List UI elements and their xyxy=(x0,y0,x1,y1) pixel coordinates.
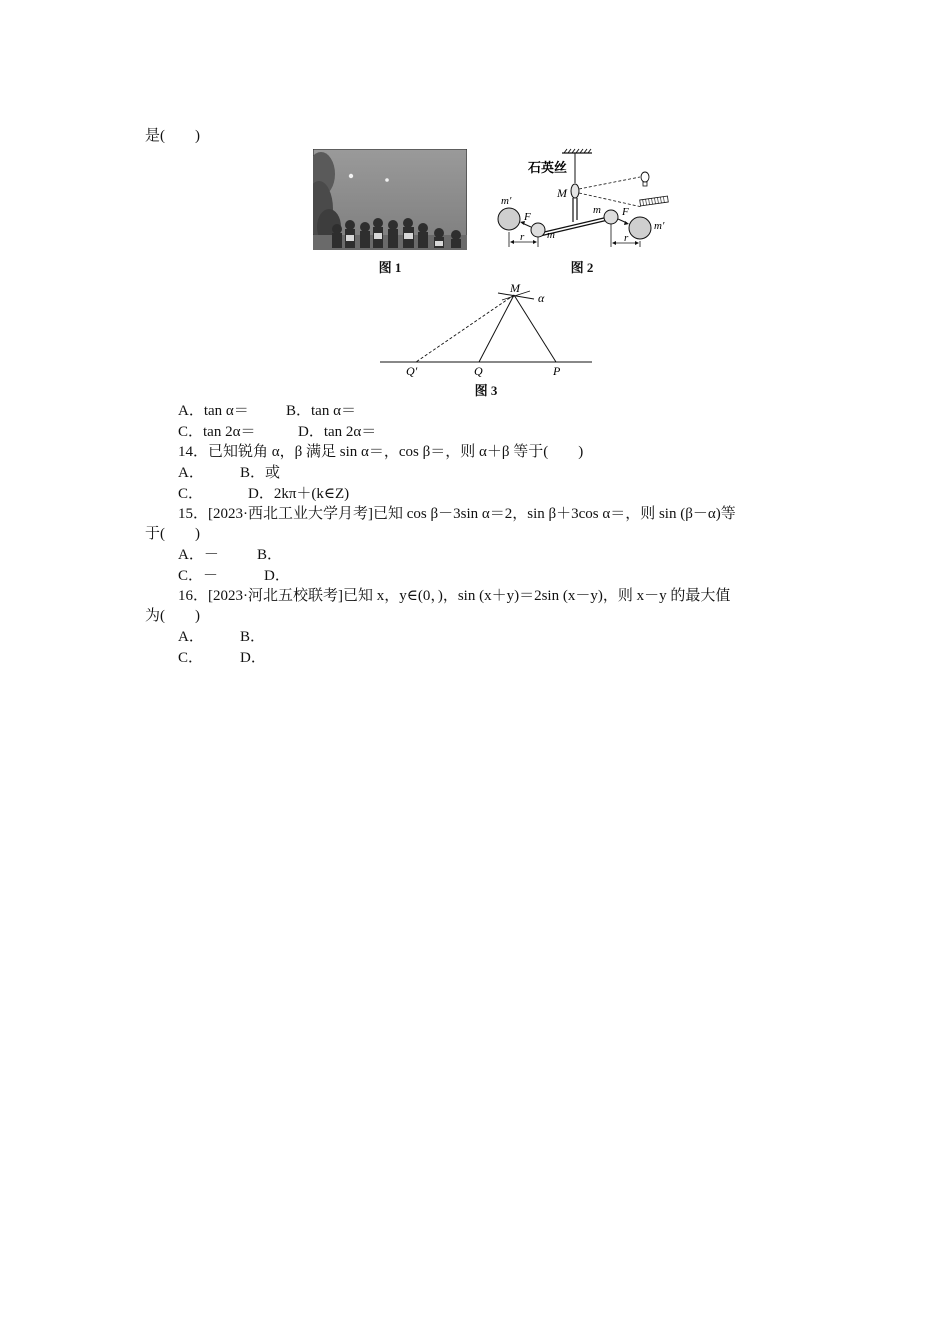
scale-icon xyxy=(640,196,669,206)
q16-option-b: B． xyxy=(240,629,266,645)
lamp-icon xyxy=(641,172,649,186)
figure-1-photo xyxy=(313,149,467,250)
q15-stem-line1: 15．[2023·西北工业大学月考]已知 cos β－3sin α＝2，sin β＋3cos α＝，则 sin (β－α)等 xyxy=(178,506,736,522)
fig2-label-F-right: F xyxy=(622,206,629,218)
q14-option-d: D．2kπ＋(k∈Z) xyxy=(248,486,350,502)
fig2-label-r-right: r xyxy=(624,232,629,244)
q15-option-b: B． xyxy=(257,547,283,563)
q14-option-b: B．或 xyxy=(240,465,281,481)
fig3-label-Q: Q xyxy=(474,364,483,378)
q16-stem-line1: 16．[2023·河北五校联考]已知 x，y∈(0，)，sin (x＋y)＝2sin (x－y)，则 x－y 的最大值 xyxy=(178,588,731,604)
lead-text: 是( ) xyxy=(145,128,200,144)
figure-1-caption: 图 1 xyxy=(378,260,402,275)
figure-1 xyxy=(313,149,467,250)
fig2-label-M: M xyxy=(557,186,567,200)
q15-option-a: A．－ xyxy=(178,547,219,563)
q15-option-d: D． xyxy=(264,568,290,584)
q13-option-c: C．tan 2α＝ xyxy=(178,424,256,440)
fig2-label-F-left: F xyxy=(524,211,531,223)
fig3-label-alpha: α xyxy=(538,291,545,305)
figure-3-diagram xyxy=(378,280,594,380)
figure-2-caption: 图 2 xyxy=(570,260,594,275)
fig2-label-mprime-left: m′ xyxy=(501,195,512,207)
q13-option-d: D．tan 2α＝ xyxy=(298,424,377,440)
fig2-label-m-right: m xyxy=(593,204,601,216)
fig3-label-P: P xyxy=(553,364,561,378)
q15-stem-line2: 于( ) xyxy=(145,526,200,542)
q14-stem: 14．已知锐角 α，β 满足 sin α＝，cos β＝，则 α＋β 等于( ) xyxy=(178,444,584,460)
figure-3-caption: 图 3 xyxy=(474,383,498,398)
figure-3 xyxy=(378,280,594,380)
q16-stem-line2: 为( ) xyxy=(145,608,200,624)
q13-option-b: B．tan α＝ xyxy=(286,403,356,419)
q16-option-a: A． xyxy=(178,629,204,645)
q16-option-d: D． xyxy=(240,650,266,666)
fig2-label-r-left: r xyxy=(520,231,525,243)
q14-option-a: A． xyxy=(178,465,204,481)
figure-2 xyxy=(490,145,675,255)
fig2-label-mprime-right: m′ xyxy=(654,220,665,232)
fiber-label: 石英丝 xyxy=(528,160,568,175)
figure-2-diagram xyxy=(490,145,675,255)
q13-option-a: A．tan α＝ xyxy=(178,403,249,419)
q16-option-c: C． xyxy=(178,650,204,666)
fig2-label-m-left: m xyxy=(547,229,555,241)
q15-option-c: C．－ xyxy=(178,568,219,584)
q14-option-c: C． xyxy=(178,486,204,502)
fig3-label-Qprime: Q′ xyxy=(406,364,418,378)
fig3-label-M: M xyxy=(510,281,520,295)
